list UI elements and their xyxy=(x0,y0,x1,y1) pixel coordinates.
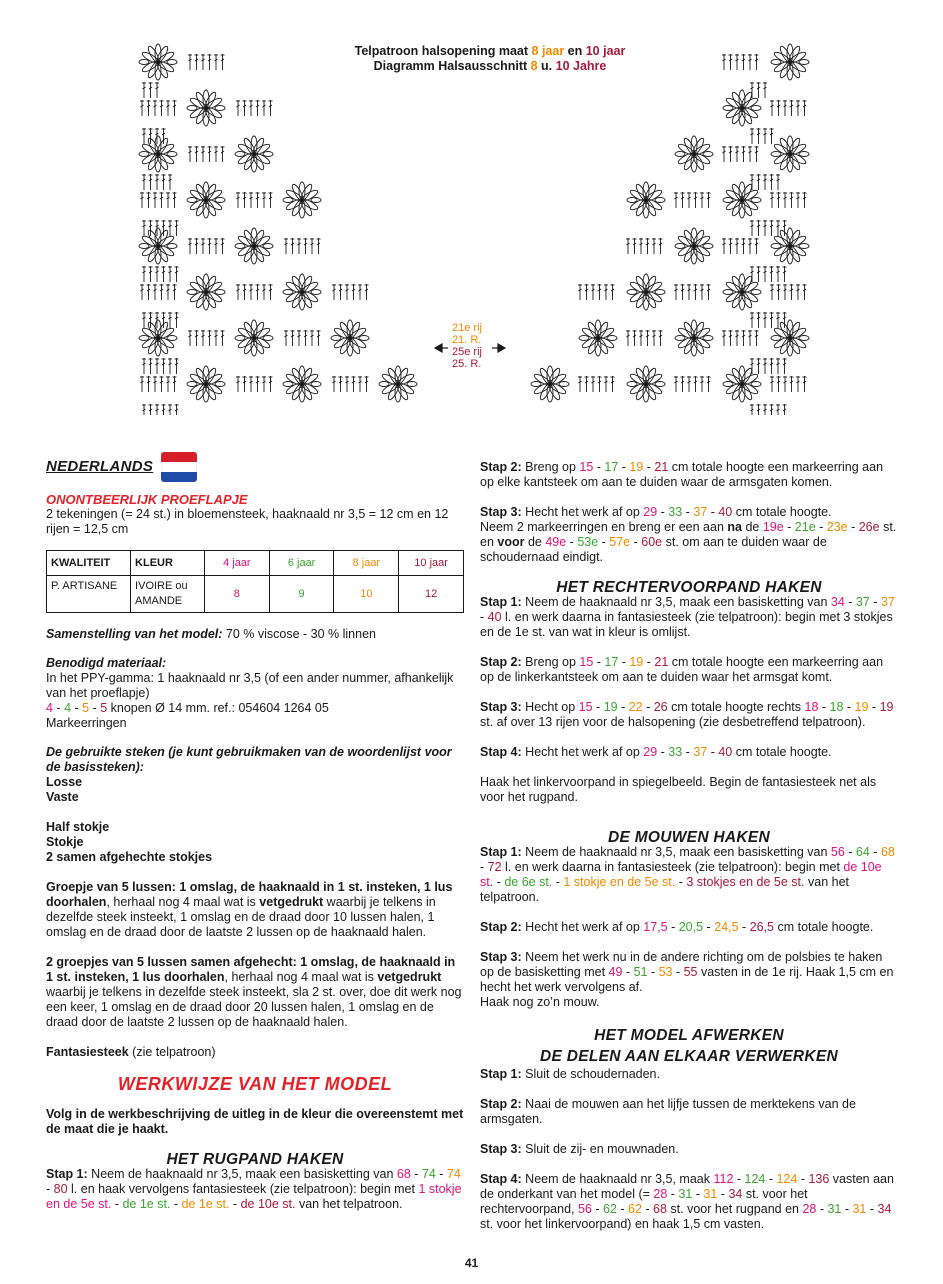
mouwen-title: DE MOUWEN HAKEN xyxy=(607,829,771,846)
stitch-row xyxy=(332,376,369,392)
r-stap3: Stap 3: Hecht op 15 - 19 - 22 - 26 cm totale hoogte rechts 18 - 18 - 19 - 19 st. af over 13 rijen voor de halsopening (zie desbetreffend telpatroon). xyxy=(480,700,894,729)
table-header: 10 jaar xyxy=(399,551,464,576)
fantasie-text: Fantasiesteek (zie telpatroon) xyxy=(46,1045,216,1059)
m-stap1: Stap 1: Neem de haaknaald nr 3,5, maak een basisketting van 56 - 64 - 68 - 72 l. en werk daarna in fantasiesteek (zie telpatroon): begin met de 10e st. - de 6e st. - 1 stokje en de 5e st. - 3 stokjes en de 5e st. van het telpatroon. xyxy=(480,845,895,904)
flower-symbol xyxy=(579,320,617,356)
stitch-row xyxy=(722,54,759,70)
table-header: 8 jaar xyxy=(334,551,399,576)
steek-item: Half stokje xyxy=(46,820,110,834)
flower-symbol xyxy=(771,320,809,356)
stitch-row xyxy=(142,404,179,415)
werkwijze-title: WERKWIJZE VAN HET MODEL xyxy=(117,1074,393,1094)
stitch-row xyxy=(578,376,615,392)
materials-table xyxy=(46,550,464,613)
flower-symbol xyxy=(675,320,713,356)
table-cell: P. ARTISANE xyxy=(47,576,131,613)
r-stap4: Stap 4: Hecht het werk af op 29 - 33 - 37 - 40 cm totale hoogte. xyxy=(480,745,832,759)
stitch-row xyxy=(770,192,807,208)
stitch-row xyxy=(188,238,225,254)
flower-symbol xyxy=(627,182,665,218)
flower-symbol xyxy=(723,182,761,218)
stitch-row xyxy=(578,284,615,300)
r-spiegel: Haak het linkervoorpand in spiegelbeeld. Begin de fantasiesteek net als voor het rugpand. xyxy=(480,775,877,804)
stitch-row xyxy=(236,376,273,392)
flower-symbol xyxy=(723,90,761,126)
table-cell: 9 xyxy=(269,576,334,613)
flower-symbol xyxy=(379,366,417,402)
steek-item: Losse xyxy=(46,775,83,789)
stitch-row xyxy=(750,404,787,415)
rechtervoorpand-title: HET RECHTERVOORPAND HAKEN xyxy=(556,579,822,596)
flower-symbol xyxy=(723,366,761,402)
stitch-row xyxy=(674,284,711,300)
stitch-row xyxy=(140,376,177,392)
stitch-row xyxy=(750,82,767,98)
stitch-row xyxy=(750,220,787,236)
rug-stap3a: Stap 3: Hecht het werk af op 29 - 33 - 37 - 40 cm totale hoogte. xyxy=(480,505,832,519)
stitch-row xyxy=(722,146,759,162)
flower-symbol xyxy=(139,44,177,80)
groepjes2-text: 2 groepjes van 5 lussen samen afgehecht: 1 omslag, de haaknaald in 1 st. insteken, 1 lus doorhalen, herhaal nog 4 maal wat is vetgedrukt waarbij je telkens in dezelfde steek insteekt, sla 2 st. over, doe dit werk nog een keer, 1 omslag en de draad door 20 lussen halen, 1 omslag en de draad door de laatste 2 lussen op de haaknaald halen. xyxy=(46,955,462,1029)
a-stap4: Stap 4: Neem de haaknaald nr 3,5, maak 112 - 124 - 124 - 136 vasten aan de onderkant van het model (= 28 - 31 - 31 - 34 st. voor het rechtervoorpand, 56 - 62 - 62 - 68 st. voor het rugpand en 28 - 31 - 31 - 34 st. voor het linkervoorpand) en haak 1,5 cm vasten. xyxy=(480,1172,894,1231)
stitch-row xyxy=(770,284,807,300)
table-header: KLEUR xyxy=(131,551,205,576)
stitch-row xyxy=(140,284,177,300)
stitch-row xyxy=(626,238,663,254)
flower-symbol xyxy=(139,228,177,264)
stitch-row xyxy=(188,54,225,70)
stitch-row xyxy=(236,192,273,208)
flower-symbol xyxy=(771,44,809,80)
a-stap2: Stap 2: Naai de mouwen aan het lijfje tussen de merktekens van de armsgaten. xyxy=(480,1097,856,1126)
flower-symbol xyxy=(187,366,225,402)
proef-text: 2 tekeningen (= 24 st.) in bloemensteek, haaknaald nr 3,5 = 12 cm en 12 rijen = 12,5 cm xyxy=(46,507,449,536)
stitch-row xyxy=(750,312,787,328)
flower-symbol xyxy=(235,320,273,356)
flower-symbol xyxy=(723,274,761,310)
table-header: 6 jaar xyxy=(269,551,334,576)
flower-symbol xyxy=(235,228,273,264)
chart-title: Telpatroon halsopening maat 8 jaar en 10 jaar Diagramm Halsausschnitt 8 u. 10 Jahre xyxy=(354,44,626,73)
knopen-text: 4 - 4 - 5 - 5 knopen Ø 14 mm. ref.: 054604 1264 05 xyxy=(46,701,329,715)
samenstelling: Samenstelling van het model: 70 % viscose - 30 % linnen xyxy=(46,627,376,641)
stitch-row xyxy=(626,330,663,346)
benodigd-label: Benodigd materiaal: xyxy=(46,656,167,670)
stitch-row xyxy=(332,284,369,300)
left-column xyxy=(46,492,464,1212)
flower-symbol xyxy=(771,136,809,172)
flower-symbol xyxy=(331,320,369,356)
flower-symbol xyxy=(139,320,177,356)
flower-symbol xyxy=(187,90,225,126)
steken-label: De gebruikte steken (je kunt gebruikmaken van de woordenlijst voor de basissteken): xyxy=(46,745,452,774)
stitch-row xyxy=(674,192,711,208)
stitch-row xyxy=(750,128,774,144)
flower-symbol xyxy=(627,274,665,310)
flower-symbol xyxy=(531,366,569,402)
stitch-row xyxy=(750,174,780,190)
language-heading: NEDERLANDS xyxy=(46,458,154,475)
r-stap2: Stap 2: Breng op 15 - 17 - 19 - 21 cm totale hoogte een markeerring aan op de linkerkantsteek om aan te duiden waar het armsgat komt. xyxy=(480,655,884,684)
stitch-row xyxy=(142,174,172,190)
row-labels: 21e rij 21. R. 25e rij 25. R. xyxy=(452,322,482,370)
stitch-row xyxy=(142,312,179,328)
stitch-row xyxy=(236,284,273,300)
rug-stap2: Stap 2: Breng op 15 - 17 - 19 - 21 cm totale hoogte een markeerring aan op elke kantsteek om aan te duiden waar de armsgaten komen. xyxy=(480,460,884,489)
flower-symbol xyxy=(283,366,321,402)
rug-stap1: Stap 1: Neem de haaknaald nr 3,5, maak een basisketting van 68 - 74 - 74 - 80 l. en haak vervolgens fantasiesteek (zie telpatroon): begin met 1 stokje en de 5e st. - de 1e st. - de 1e st. - de 10e st. van het telpatroon. xyxy=(46,1167,462,1211)
rugpand-title: HET RUGPAND HAKEN xyxy=(166,1151,344,1168)
stitch-row xyxy=(770,376,807,392)
rug-stap3b: Neem 2 markeerringen en breng er een aan na de 19e - 21e - 23e - 26e st. en voor de 49e - 53e - 57e - 60e st. om aan te duiden waar de schoudernaad eindigt. xyxy=(480,520,897,564)
right-neck-chart xyxy=(531,44,809,415)
dutch-flag-icon xyxy=(161,452,197,482)
flower-symbol xyxy=(187,274,225,310)
stitch-row xyxy=(750,358,787,374)
table-header: 4 jaar xyxy=(204,551,269,576)
stitch-row xyxy=(140,100,177,116)
stitch-row xyxy=(188,330,225,346)
stitch-row xyxy=(284,330,321,346)
stitch-row xyxy=(142,358,179,374)
table-cell: 10 xyxy=(334,576,399,613)
flower-symbol xyxy=(283,274,321,310)
a-stap3: Stap 3: Sluit de zij- en mouwnaden. xyxy=(480,1142,679,1156)
right-column xyxy=(480,460,898,1232)
m-stap2: Stap 2: Hecht het werk af op 17,5 - 20,5 - 24,5 - 26,5 cm totale hoogte. xyxy=(480,920,874,934)
stitch-row xyxy=(236,100,273,116)
flower-symbol xyxy=(771,228,809,264)
stitch-row xyxy=(722,330,759,346)
stitch-row xyxy=(142,82,159,98)
flower-symbol xyxy=(187,182,225,218)
table-header: KWALITEIT xyxy=(47,551,131,576)
stitch-row xyxy=(750,266,787,282)
steek-item: 2 samen afgehechte stokjes xyxy=(46,850,213,864)
flower-symbol xyxy=(675,136,713,172)
stitch-row xyxy=(142,220,179,236)
stitch-row xyxy=(140,192,177,208)
groepje-text: Groepje van 5 lussen: 1 omslag, de haaknaald in 1 st. insteken, 1 lus doorhalen, herhaal nog 4 maal wat is vetgedrukt waarbij je telkens in dezelfde steek insteekt, 1 omslag en de draad door 10 lussen halen, 1 omslag en de draad door de laatste 2 lussen op de haaknaald halen. xyxy=(46,880,453,939)
left-neck-chart xyxy=(139,44,417,415)
r-stap1: Stap 1: Neem de haaknaald nr 3,5, maak een basisketting van 34 - 37 - 37 - 40 l. en werk daarna in fantasiesteek (zie telpatroon): begin met 3 stokjes en de 1e st. van wat in kleur is omlijst. xyxy=(480,595,895,639)
flower-symbol xyxy=(627,366,665,402)
steek-item: Vaste xyxy=(46,790,79,804)
stitch-row xyxy=(188,146,225,162)
flower-symbol xyxy=(139,136,177,172)
steek-item: Stokje xyxy=(46,835,84,849)
m-nog: Haak nog zo’n mouw. xyxy=(480,995,600,1009)
proef-title: ONONTBEERLIJK PROEFLAPJE xyxy=(46,492,248,507)
stitch-row xyxy=(142,266,179,282)
page-number: 41 xyxy=(464,1256,479,1270)
stitch-row xyxy=(284,238,321,254)
volg-text: Volg in de werkbeschrijving de uitleg in de kleur die overeenstemt met de maat die je haakt. xyxy=(46,1107,464,1136)
stitch-row xyxy=(674,376,711,392)
afwerken-title: HET MODEL AFWERKEN DE DELEN AAN ELKAAR VERWERKEN xyxy=(539,1027,839,1065)
markeer-text: Markeerringen xyxy=(46,716,127,730)
flower-symbol xyxy=(675,228,713,264)
stitch-row xyxy=(770,100,807,116)
table-cell: 8 xyxy=(204,576,269,613)
a-stap1: Stap 1: Sluit de schoudernaden. xyxy=(480,1067,660,1081)
stitch-row xyxy=(722,238,759,254)
table-cell: IVOIRE ou AMANDE xyxy=(131,576,205,613)
flower-symbol xyxy=(283,182,321,218)
flower-symbol xyxy=(235,136,273,172)
benodigd-text: In het PPY-gamma: 1 haaknaald nr 3,5 (of een ander nummer, afhankelijk van het proeflapje) xyxy=(46,671,454,700)
m-stap3: Stap 3: Neem het werk nu in de andere richting om de polsbies te haken op de basisketting met 49 - 51 - 53 - 55 vasten in de 1e rij. Haak 1,5 cm en hecht het werk vervolgens af. xyxy=(480,950,894,994)
table-cell: 12 xyxy=(399,576,464,613)
